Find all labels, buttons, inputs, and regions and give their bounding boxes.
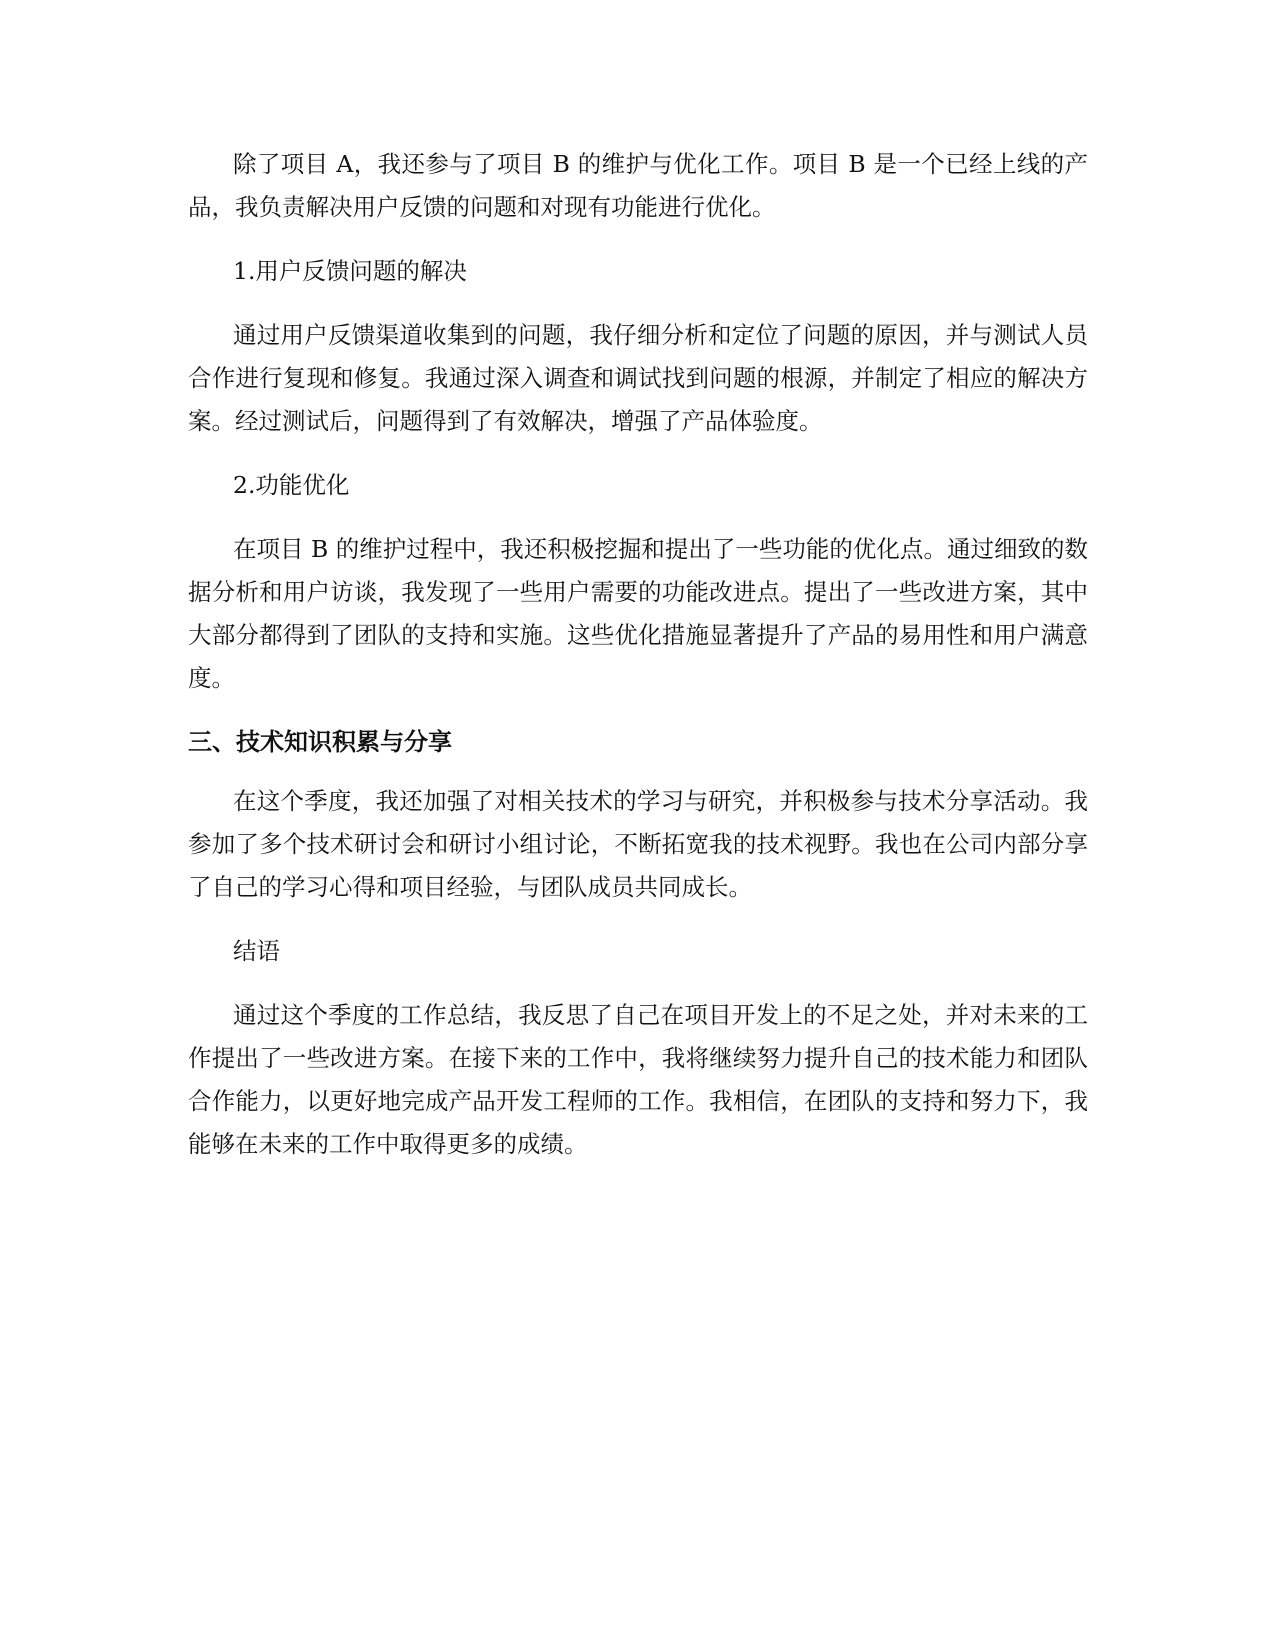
paragraph-feature-optimization: 在项目 B 的维护过程中，我还积极挖掘和提出了一些功能的优化点。通过细致的数据分析和用户访谈，我发现了一些用户需要的功能改进点。提出了一些改进方案，其中大部分都得到了团队的支持和实施。这些优化措施显著提升了产品的易用性和用户满意度。: [188, 535, 1088, 692]
subheading-feature-optimization: 2.功能优化: [233, 471, 350, 499]
subheading-user-feedback: 1.用户反馈问题的解决: [233, 257, 467, 285]
document-page: [188, 143, 1088, 1187]
paragraph-tech-knowledge: 在这个季度，我还加强了对相关技术的学习与研究，并积极参与技术分享活动。我参加了多个技术研讨会和研讨小组讨论，不断拓宽我的技术视野。我也在公司内部分享了自己的学习心得和项目经验，与团队成员共同成长。: [188, 787, 1088, 901]
paragraph-user-feedback: 通过用户反馈渠道收集到的问题，我仔细分析和定位了问题的原因，并与测试人员合作进行复现和修复。我通过深入调查和调试找到问题的根源，并制定了相应的解决方案。经过测试后，问题得到了有效解决，增强了产品体验度。: [188, 321, 1088, 435]
subheading-conclusion: 结语: [233, 937, 280, 965]
paragraph-conclusion: 通过这个季度的工作总结，我反思了自己在项目开发上的不足之处，并对未来的工作提出了一些改进方案。在接下来的工作中，我将继续努力提升自己的技术能力和团队合作能力，以更好地完成产品开发工程师的工作。我相信，在团队的支持和努力下，我能够在未来的工作中取得更多的成绩。: [188, 1001, 1088, 1158]
section-heading-tech-knowledge: 三、技术知识积累与分享: [188, 728, 452, 756]
paragraph-project-b-intro: 除了项目 A，我还参与了项目 B 的维护与优化工作。项目 B 是一个已经上线的产品，我负责解决用户反馈的问题和对现有功能进行优化。: [188, 150, 1088, 221]
